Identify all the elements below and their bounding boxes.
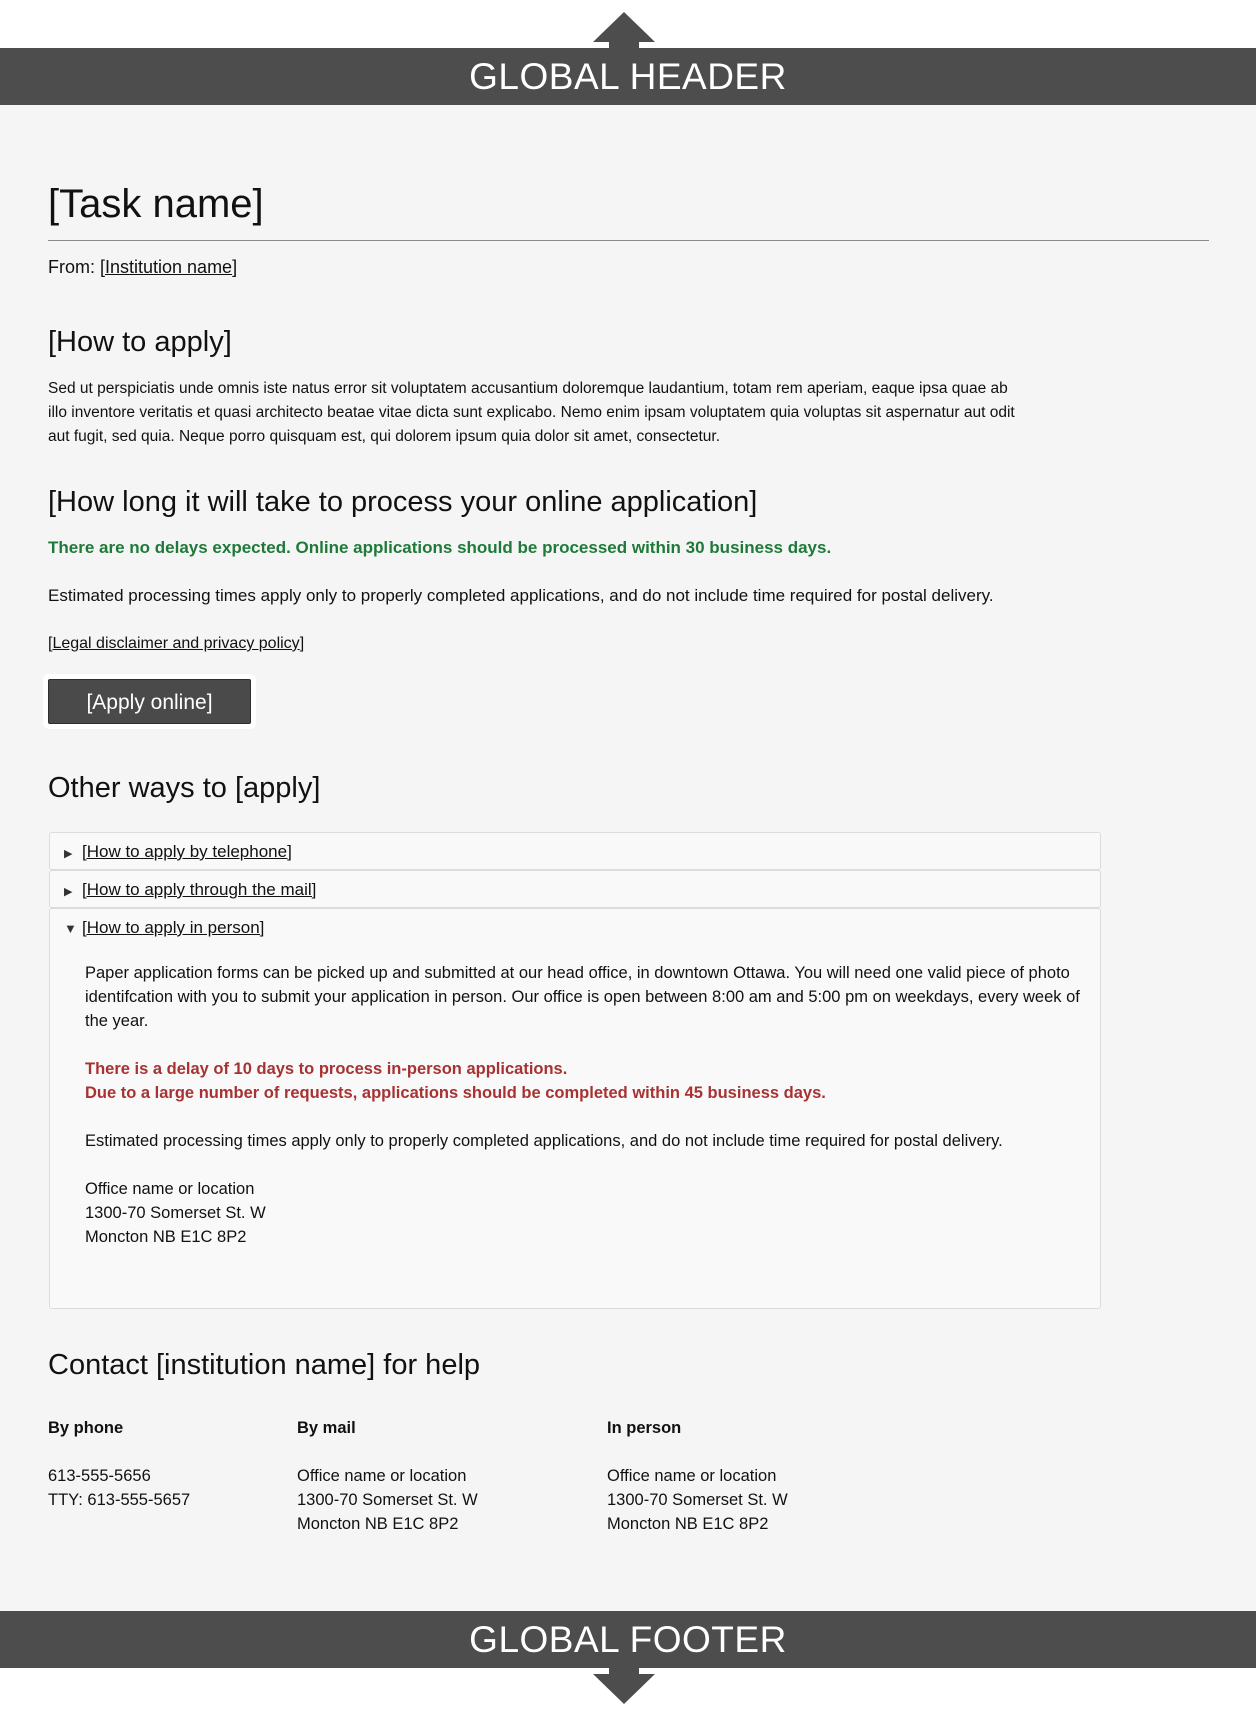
caret-right-icon: ▶ — [64, 848, 73, 860]
address-line: Moncton NB E1C 8P2 — [85, 1228, 247, 1246]
phone-number: 613-555-5656 — [48, 1467, 151, 1485]
legal-close: ] — [299, 635, 305, 652]
address-line: Office name or location — [85, 1180, 255, 1198]
institution-link[interactable]: Institution name — [105, 257, 233, 277]
from-label: From: [ — [48, 257, 105, 277]
address-line: Moncton NB E1C 8P2 — [607, 1515, 769, 1533]
in-person-note: Estimated processing times apply only to properly completed applications, and do not include time required for postal delivery. — [85, 1132, 1003, 1150]
in-person-delay — [85, 1057, 1085, 1105]
address-line: 1300-70 Somerset St. W — [297, 1491, 478, 1509]
how-to-apply-heading: [How to apply] — [48, 326, 232, 358]
contact-phone — [48, 1416, 190, 1512]
apply-online-button[interactable]: [Apply online] — [48, 679, 251, 724]
accordion-in-person — [49, 908, 1101, 1309]
accordion-toggle-mail[interactable] — [64, 878, 316, 904]
caret-right-icon: ▶ — [64, 886, 73, 898]
accordion-panel-in-person — [85, 961, 1085, 1249]
intro-paragraph: Sed ut perspiciatis unde omnis iste natus error sit voluptatem accusantium doloremque laudantium, totam rem aperiam, eaque ipsa quae ab illo inventore veritatis et quasi architecto beatae vitae dicta sunt explicabo. Nemo enim ipsam voluptatem quia voluptas sit aspernatur aut odit aut fugit, sed quia. Neque porro quisquam est, qui dolorem ipsum quia dolor sit amet, consectetur. — [48, 380, 1015, 445]
legal-disclaimer-link[interactable] — [48, 632, 304, 656]
in-person-address — [85, 1177, 1085, 1249]
contact-heading: Contact [institution name] for help — [48, 1349, 481, 1381]
accordion-label[interactable]: [How to apply in person] — [82, 918, 265, 937]
address-line: 1300-70 Somerset St. W — [607, 1491, 788, 1509]
contact-in-person — [607, 1416, 788, 1536]
in-person-paragraph: Paper application forms can be picked up and submitted at our head office, in downtown Ottawa. You will need one valid piece of photo identifcation with you to submit your application in person. Our office is open between 8:00 am and 5:00 pm on weekdays, every week of the year. — [85, 964, 1080, 1030]
contact-mail — [297, 1416, 478, 1536]
delay-line-2: Due to a large number of requests, applications should be completed within 45 business days. — [85, 1084, 826, 1102]
contact-phone-heading: By phone — [48, 1419, 124, 1437]
address-line: Office name or location — [297, 1467, 467, 1485]
global-footer: GLOBAL FOOTER — [0, 1611, 1256, 1668]
global-header: GLOBAL HEADER — [0, 48, 1256, 105]
tty-number: TTY: 613-555-5657 — [48, 1491, 191, 1509]
title-divider — [48, 240, 1209, 241]
address-line: Office name or location — [607, 1467, 777, 1485]
delay-line-1: There is a delay of 10 days to process in-person applications. — [85, 1060, 568, 1078]
address-line: Moncton NB E1C 8P2 — [297, 1515, 459, 1533]
accordion-label[interactable]: [How to apply by telephone] — [82, 842, 292, 861]
accordion-telephone — [49, 832, 1101, 870]
accordion-mail — [49, 870, 1101, 908]
contact-mail-heading: By mail — [297, 1419, 356, 1437]
contact-person-heading: In person — [607, 1419, 682, 1437]
accordion-toggle-in-person[interactable] — [64, 916, 264, 941]
other-ways-heading: Other ways to [apply] — [48, 772, 321, 804]
caret-down-icon: ▼ — [64, 921, 77, 936]
legal-link-text[interactable]: Legal disclaimer and privacy policy — [52, 635, 300, 652]
accordion-toggle-telephone[interactable] — [64, 840, 292, 866]
accordion-label[interactable]: [How to apply through the mail] — [82, 880, 317, 899]
arrow-down-icon — [593, 1668, 655, 1704]
arrow-up-icon — [593, 12, 655, 48]
address-line: 1300-70 Somerset St. W — [85, 1204, 266, 1222]
from-close: ] — [232, 257, 238, 277]
processing-status: There are no delays expected. Online applications should be processed within 30 business days. — [48, 538, 832, 557]
page-title: [Task name] — [48, 182, 264, 226]
from-line — [48, 255, 237, 279]
legal-open: [ — [48, 635, 53, 652]
processing-heading: [How long it will take to process your online application] — [48, 486, 758, 518]
processing-note: Estimated processing times apply only to properly completed applications, and do not include time required for postal delivery. — [48, 586, 994, 605]
